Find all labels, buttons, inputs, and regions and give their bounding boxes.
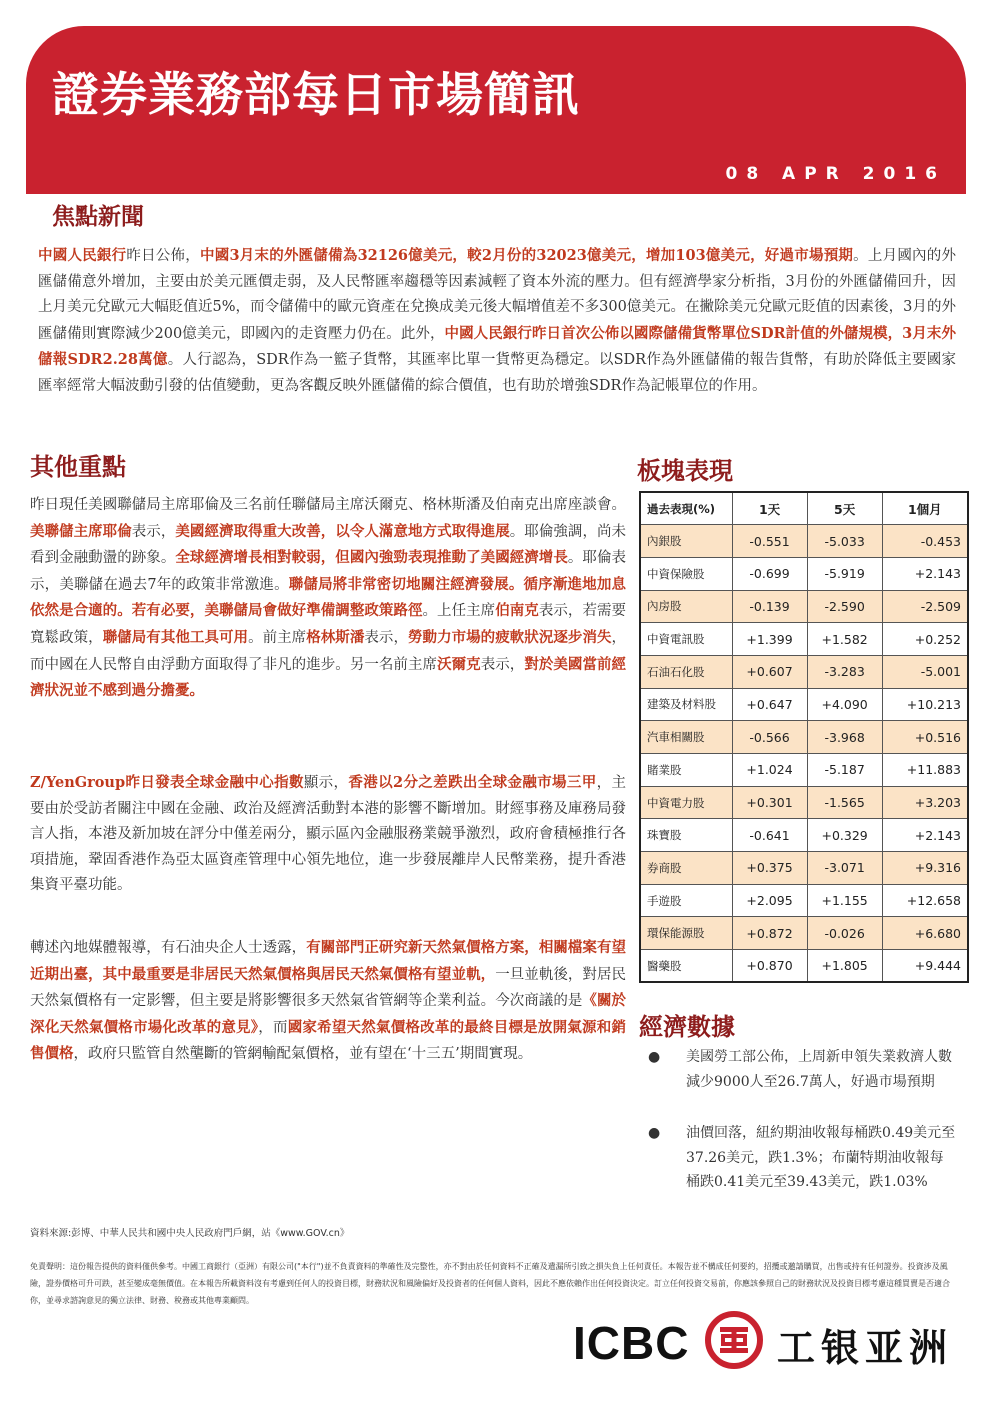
body-text: 表示，若需要寬鬆政策， [30,603,627,646]
body-text: 顯示， [303,775,349,791]
five-day-cell: -5.187 [807,754,882,787]
one-day-cell: +0.872 [732,917,807,950]
table-row [640,819,968,852]
column-header-performance: 過去表現(%) [640,492,732,525]
economic-item-text: 美國勞工部公佈，上周新申領失業救濟人數減少9000人至26.7萬人，好過市場預期 [686,1049,952,1090]
highlighted-text: 中國人民銀行昨日首次公佈以國際儲備貨幣單位SDR計值的外儲規模，3月末外儲報SDR2.28萬億 [38,324,956,369]
sector-name-cell: 醫藥股 [640,950,732,983]
highlighted-text: 中國人民銀行 [38,247,127,264]
five-day-cell: -3.283 [807,655,882,688]
body-text: ，政府只監管自然壟斷的管網輸配氣價格，並有望在‘十三五’期間實現。 [73,1046,533,1063]
sector-name-cell: 石油石化股 [640,655,732,688]
five-day-cell: +1.155 [807,884,882,917]
sector-performance-table [639,491,969,983]
sector-name-cell: 中資保險股 [640,557,732,590]
one-month-cell: +0.252 [882,623,968,656]
other-paragraph-3 [30,935,626,1068]
economic-data-heading: 經濟數據 [639,1013,735,1041]
sector-name-cell: 汽車相關股 [640,721,732,754]
highlighted-text: Z/YenGroup昨日發表全球金融中心指數 [30,774,304,791]
one-day-cell: +0.870 [732,950,807,983]
one-day-cell: +1.024 [732,754,807,787]
other-paragraph-2 [30,770,626,899]
one-month-cell: +12.658 [882,884,968,917]
one-month-cell: +2.143 [882,557,968,590]
column-header-5-day: 5天 [807,492,882,525]
body-text: 轉述內地媒體報導，有石油央企人士透露， [30,940,307,956]
focus-news-paragraph [38,243,956,400]
five-day-cell: +1.805 [807,950,882,983]
focus-news-heading: 焦點新聞 [52,204,144,230]
sector-name-cell: 內房股 [640,590,732,623]
table-header-row [640,492,968,525]
highlighted-text: 全球經濟增長相對較弱，但國內強勁表現推動了美國經濟增長 [175,549,568,567]
one-day-cell: +0.607 [732,655,807,688]
highlighted-text: 沃爾克 [437,655,481,673]
one-day-cell: +0.301 [732,786,807,819]
body-text: 一旦並軌後，對居民天然氣價格有一定影響，但主要是將影響很多天然氣省管網等企業利益。今次商議的是 [30,966,627,1010]
five-day-cell: -3.968 [807,721,882,754]
table-row [640,917,968,950]
table-row [640,655,968,688]
five-day-cell: -2.590 [807,590,882,623]
one-day-cell: +1.399 [732,623,807,656]
table-row [640,786,968,819]
highlighted-text: 美國經濟取得重大改善，以令人滿意地方式取得進展 [175,522,510,540]
body-text: ，而 [258,1019,288,1036]
highlighted-text: 有關部門正研究新天然氣價格方案，相關檔案有望近期出臺，其中最重要是非居民天然氣價格與居民天然氣價格有望並軌， [30,939,627,983]
highlighted-text: 伯南克 [495,602,539,620]
body-text: 表示， [131,523,176,540]
economic-item-1 [648,1045,968,1119]
one-month-cell: -5.001 [882,655,968,688]
page-title: 證券業務部每日市場簡訊 [52,68,580,123]
sector-performance-heading: 板塊表現 [637,457,733,485]
one-day-cell: +0.647 [732,688,807,721]
column-header-1-day: 1天 [732,492,807,525]
body-text: 。耶倫表示，美聯儲在過去7年的政策非常激進。 [30,550,627,593]
data-source-note: 資料來源:彭博、中華人民共和國中央人民政府門戶網，站《www.GOV.cn》 [30,1228,350,1239]
report-date: 08 APR 2016 [725,164,946,184]
one-day-cell: +0.375 [732,852,807,885]
body-text: 。上任主席 [422,603,496,620]
table-row [640,950,968,983]
highlighted-text: 香港以2分之差跌出全球金融市場三甲 [348,774,597,791]
highlighted-text: 勞動力市場的疲軟狀況逐步消失 [408,628,612,646]
one-month-cell: -0.453 [882,525,968,558]
body-text: 表示， [480,656,525,673]
table-row [640,557,968,590]
one-day-cell: -0.551 [732,525,807,558]
body-text: 表示， [364,629,408,646]
body-text: 昨日現任美國聯儲局主席耶倫及三名前任聯儲局主席沃爾克、格林斯潘及伯南克出席座談會。 [30,497,626,513]
one-day-cell: -0.699 [732,557,807,590]
table-row [640,525,968,558]
five-day-cell: -5.033 [807,525,882,558]
sector-name-cell: 內銀股 [640,525,732,558]
body-text: 。上月國內的外匯儲備意外增加，主要由於美元匯價走弱，及人民幣匯率趨穩等因素減輕了資本外流的壓力。但有經濟學家分析指，3月份的外匯儲備回升，因上月美元兌歐元大幅貶值近5%，而令儲備中的歐元資產在兌換成美元後大幅增值差不多300億美元。在撇除美元兌歐元貶值的因素後，3月的外匯儲備則實際減少200億美元，即國內的走資壓力仍在。此外， [38,248,957,342]
one-month-cell: +0.516 [882,721,968,754]
sector-name-cell: 賭業股 [640,754,732,787]
one-month-cell: +10.213 [882,688,968,721]
highlighted-text: 聯儲局有其他工具可用 [102,628,249,646]
body-text: 。前主席 [248,629,307,646]
five-day-cell: -5.919 [807,557,882,590]
one-day-cell: -0.641 [732,819,807,852]
bullet-icon: ● [648,1125,661,1141]
sector-name-cell: 環保能源股 [640,917,732,950]
highlighted-text: 中國3月末的外匯儲備為32126億美元，較2月份的32023億美元，增加103億美元，好過市場預期 [200,247,854,264]
bullet-icon: ● [648,1049,661,1065]
table-row [640,884,968,917]
five-day-cell: +0.329 [807,819,882,852]
highlighted-text: 聯儲局將非常密切地關注經濟發展。循序漸進地加息依然是合適的。若有必要，美聯儲局會做好準備調整政策路徑 [30,575,627,620]
body-text: ，而中國在人民幣自由浮動方面取得了非凡的進步。另一名前主席 [30,629,627,673]
highlighted-text: 美聯儲主席耶倫 [30,522,132,540]
icbc-asia-logo [573,1308,963,1372]
one-month-cell: +6.680 [882,917,968,950]
body-text: ，主要由於受訪者關注中國在金融、政治及經濟活動對本港的影響不斷增加。財經事務及庫務局發言人指，本港及新加坡在評分中僅差兩分，顯示區內金融服務業競爭激烈，政府會積極推行各項措施，鞏固香港作為亞太區資產管理中心領先地位，進一步發展離岸人民幣業務，提升香港集資平臺功能。 [30,775,627,894]
table-row [640,590,968,623]
sector-name-cell: 中資電訊股 [640,623,732,656]
five-day-cell: +4.090 [807,688,882,721]
body-text: 。耶倫強調，尚未看到金融動盪的跡象。 [30,523,627,567]
disclaimer-text: 免責聲明：這份報告提供的資料僅供參考。中國工商銀行（亞洲）有限公司("本行")並不負責資料的準確性及完整性，亦不對由於任何資料不正確及遺漏所引致之損失負上任何責任。本報告並不構成任何要約，招攬或邀請購買，出售或持有任何證券。投資涉及風險，證券價格可升可跌，甚至變成毫無價值。在本報告所載資料沒有考慮到任何人的投資目標，財務狀況和風險偏好及投資者的任何個人資料，因此不應依賴作出任何投資決定。訂立任何投資交易前，你應該參照自己的財務狀況及投資目標考慮這種買賣是否適合你，並尋求諮詢意見的獨立法律、財務、稅務或其他專業顧問。 [30,1262,950,1305]
other-paragraph-1 [30,493,626,705]
one-day-cell: +2.095 [732,884,807,917]
highlighted-text: 國家希望天然氣價格改革的最終目標是放開氣源和銷售價格 [30,1018,626,1063]
one-month-cell: +9.444 [882,950,968,983]
table-row [640,721,968,754]
highlighted-text: 對於美國當前經濟狀況並不感到過分擔憂。 [30,655,627,700]
five-day-cell: -3.071 [807,852,882,885]
body-text: 昨日公佈， [126,248,200,264]
table-row [640,688,968,721]
sector-name-cell: 建築及材料股 [640,688,732,721]
five-day-cell: +1.582 [807,623,882,656]
highlighted-text: 格林斯潘 [306,628,365,646]
column-header-1-month: 1個月 [882,492,968,525]
sector-name-cell: 手遊股 [640,884,732,917]
one-month-cell: +2.143 [882,819,968,852]
one-month-cell: +11.883 [882,754,968,787]
five-day-cell: -1.565 [807,786,882,819]
body-text: 。人行認為，SDR作為一籃子貨幣，其匯率比單一貨幣更為穩定。以SDR作為外匯儲備的報告貨幣，有助於降低主要國家匯率經常大幅波動引發的估值變動，更為客觀反映外匯儲備的綜合價值，也有助於增強SDR作為記帳單位的作用。 [38,352,956,394]
five-day-cell: -0.026 [807,917,882,950]
table-row [640,623,968,656]
sector-name-cell: 券商股 [640,852,732,885]
one-month-cell: +3.203 [882,786,968,819]
logo-wordmark-cn: 工银亚洲 [777,1326,954,1370]
sector-name-cell: 珠寶股 [640,819,732,852]
one-day-cell: -0.566 [732,721,807,754]
highlighted-text: 《關於深化天然氣價格市場化改革的意見》 [30,992,626,1036]
sector-name-cell: 中資電力股 [640,786,732,819]
table-row [640,852,968,885]
one-month-cell: +9.316 [882,852,968,885]
logo-wordmark-en: ICBC [573,1317,690,1369]
economic-item-text: 油價回落，紐約期油收報每桶跌0.49美元至37.26美元，跌1.3%；布蘭特期油收報每桶跌0.41美元至39.43美元，跌1.03% [686,1125,956,1190]
economic-item-2 [648,1121,968,1195]
one-month-cell: -2.509 [882,590,968,623]
other-highlights-heading: 其他重點 [30,453,126,481]
table-row [640,754,968,787]
icbc-emblem-icon [704,1310,764,1370]
one-day-cell: -0.139 [732,590,807,623]
